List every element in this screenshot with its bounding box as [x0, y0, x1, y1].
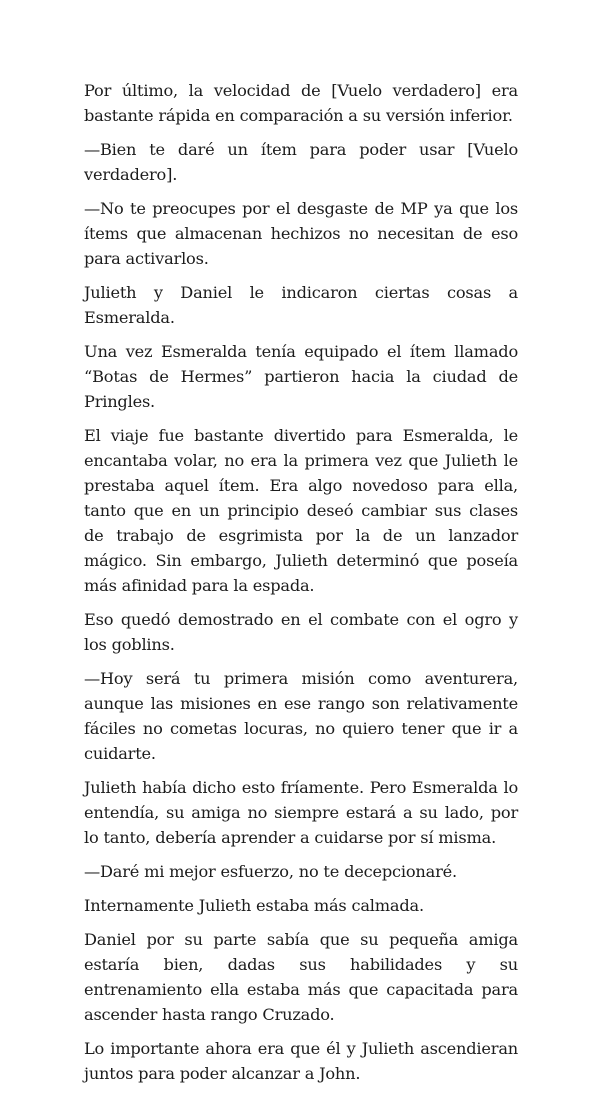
paragraph: Eso quedó demostrado en el combate con el ogro y los goblins.: [84, 610, 518, 654]
paragraph: Internamente Julieth estaba más calmada.: [84, 896, 424, 915]
paragraph: Lo importante ahora era que él y Julieth ascendieran juntos para poder alcanzar a John.: [84, 1039, 518, 1083]
paragraph: —Bien te daré un ítem para poder usar [Vuelo verdadero].: [84, 140, 518, 184]
book-page-text: [84, 78, 518, 1095]
paragraph: —Hoy será tu primera misión como aventurera, aunque las misiones en ese rango son relativamente fáciles no cometas locuras, no quiero tener que ir a cuidarte.: [84, 669, 518, 763]
paragraph: —No te preocupes por el desgaste de MP ya que los ítems que almacenan hechizos no necesitan de eso para activarlos.: [84, 199, 518, 268]
paragraph: Julieth había dicho esto fríamente. Pero Esmeralda lo entendía, su amiga no siempre estará a su lado, por lo tanto, debería aprender a cuidarse por sí misma.: [84, 778, 518, 847]
paragraph: Una vez Esmeralda tenía equipado el ítem llamado “Botas de Hermes” partieron hacia la ciudad de Pringles.: [84, 342, 518, 411]
paragraph: —Daré mi mejor esfuerzo, no te decepcionaré.: [84, 862, 457, 881]
paragraph: Daniel por su parte sabía que su pequeña amiga estaría bien, dadas sus habilidades y su entrenamiento ella estaba más que capacitada para ascender hasta rango Cruzado.: [84, 930, 518, 1024]
paragraph: Julieth y Daniel le indicaron ciertas cosas a Esmeralda.: [84, 283, 518, 327]
paragraph: Por último, la velocidad de [Vuelo verdadero] era bastante rápida en comparación a su versión inferior.: [84, 81, 518, 125]
paragraph: El viaje fue bastante divertido para Esmeralda, le encantaba volar, no era la primera vez que Julieth le prestaba aquel ítem. Era algo novedoso para ella, tanto que en un principio deseó cambiar sus clases de trabajo de esgrimista por la de un lanzador mágico. Sin embargo, Julieth determinó que poseía más afinidad para la espada.: [84, 426, 518, 595]
